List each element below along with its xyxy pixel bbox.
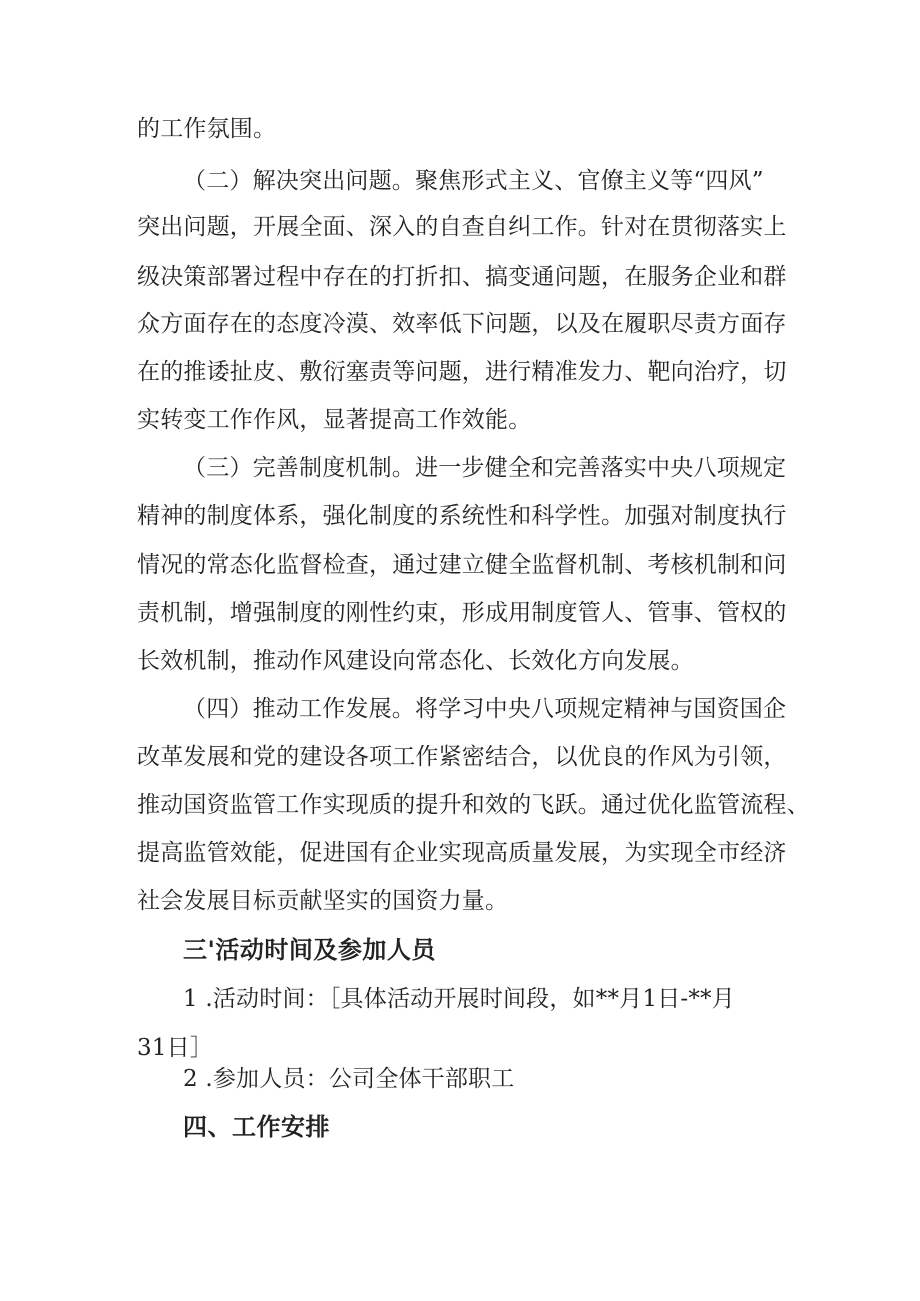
paragraph-line: （四）推动工作发展。将学习中央八项规定精神与国资国企 — [183, 696, 787, 722]
paragraph-line: 突出问题，开展全面、深入的自查自纠工作。针对在贯彻落实上 — [137, 214, 787, 240]
paragraph-line: （三）完善制度机制。进一步健全和完善落实中央八项规定 — [183, 455, 787, 481]
paragraph-line: 责机制，增强制度的刚性约束，形成用制度管人、管事、管权的 — [137, 600, 787, 626]
paragraph-line: 推动国资监管工作实现质的提升和效的飞跃。通过优化监管流程、 — [137, 792, 810, 818]
paragraph-line: 实转变工作作风，显著提高工作效能。 — [137, 407, 532, 433]
paragraph-line: 精神的制度体系，强化制度的系统性和科学性。加强对制度执行 — [137, 503, 787, 529]
paragraph-line: 改革发展和党的建设各项工作紧密结合，以优良的作风为引领， — [137, 744, 787, 770]
paragraph-line: 提高监管效能，促进国有企业实现高质量发展，为实现全市经济 — [137, 840, 787, 866]
section-heading: 四、工作安排 — [183, 1113, 330, 1141]
list-item-line: 31日］ — [137, 1035, 214, 1061]
paragraph-line: 长效机制，推动作风建设向常态化、长效化方向发展。 — [137, 648, 694, 674]
paragraph-line: 的工作氛围。 — [137, 116, 277, 142]
paragraph-line: 情况的常态化监督检查，通过建立健全监督机制、考核机制和问 — [137, 552, 787, 578]
paragraph-line: 在的推诿扯皮、敷衍塞责等问题，进行精准发力、靶向治疗，切 — [137, 359, 787, 385]
list-item-line: 1 .活动时间：［具体活动开展时间段，如**月1日-**月 — [183, 986, 735, 1012]
paragraph-line: （二）解决突出问题。聚焦形式主义、官僚主义等“四风” — [183, 168, 764, 194]
paragraph-line: 众方面存在的态度冷漠、效率低下问题，以及在履职尽责方面存 — [137, 311, 787, 337]
list-item-line: 2 .参加人员：公司全体干部职工 — [183, 1066, 515, 1092]
section-heading: 三'活动时间及参加人员 — [183, 936, 436, 964]
paragraph-line: 社会发展目标贡献坚实的国资力量。 — [137, 888, 509, 914]
paragraph-line: 级决策部署过程中存在的打折扣、搞变通问题，在服务企业和群 — [137, 264, 787, 290]
